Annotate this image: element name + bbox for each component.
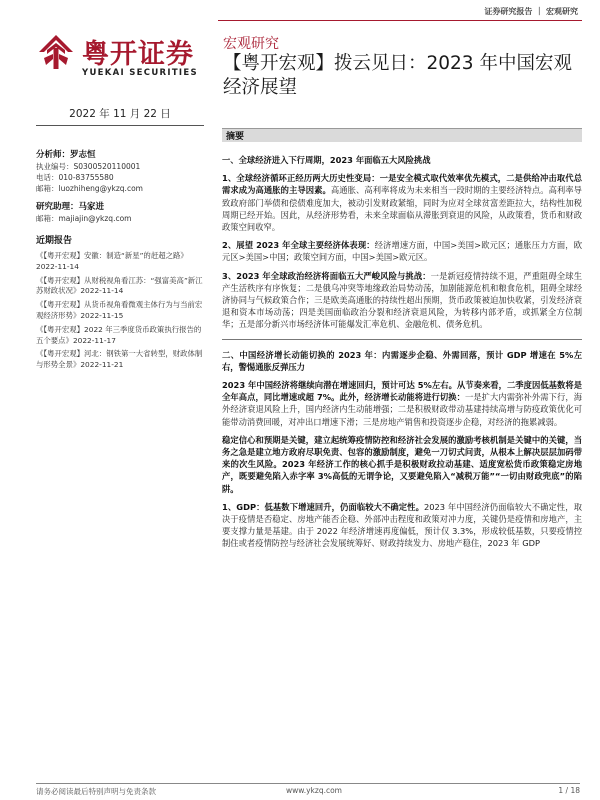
recent-reports-title: 近期报告	[36, 236, 73, 246]
header-rule	[218, 20, 582, 21]
analyst-email: 邮箱：luozhiheng@ykzq.com	[36, 184, 143, 193]
assistant-name: 研究助理：马家进	[36, 202, 105, 212]
recent-report-item[interactable]: 《【粤开宏观】从财税视角看江苏：“强富美高”新江苏财政状况》2022-11-14	[36, 275, 203, 296]
recent-report-item[interactable]: 《【粤开宏观】安徽：制造“新星”的赶超之路》2022-11-14	[36, 251, 188, 271]
logo-text-cn: 粤开证券	[82, 39, 194, 70]
paragraph-2: 2、展望 2023 年全球主要经济体表现：经济增速方面，中国>美国>欧元区；通胀压力方面，欧元区>美国>中国；政策空间方面，中国>美国>欧元区。	[222, 240, 582, 263]
paragraph-6: 1、GDP：低基数下增速回升，仍面临较大不确定性。2023 年中国经济仍面临较大不确定性，取决于疫情是否稳定、房地产能否企稳、外部冲击程度和政策对冲力度，关键仍是疫情和房地产，主要支撑力量是基建。由于 2022 年经济增速再度偏低，预计仅 3.3%，形成较低基数，只要疫情控制住或者疫情防控与经济社会发展统筹好、财政持续发力、房地产稳住，2023 年 GDP	[222, 501, 582, 549]
paragraph-3: 3、2023 年全球政治经济将面临五大严峻风险与挑战：一是新冠疫情持续不退，严重阻碍全球生产生活秩序有序恢复；二是俄乌冲突等地缘政治局势动荡，加剧能源危机和粮食危机，阻碍全球经济协同与气候政策合作；三是欧美高通胀的持续性超出预期，货币政策被迫加快收紧，引发经济衰退和资本市场动荡；四是美国面临政治分裂和经济衰退风险，为转移内部矛盾，或抓紧全方位制华；五是部分新兴市场经济体可能爆发汇率危机、金融危机、债务危机。	[222, 270, 582, 330]
recent-report-item[interactable]: 《【粤开宏观】2022 年三季度货币政策执行报告的五个要点》2022-11-17	[36, 324, 202, 345]
page-footer	[36, 786, 580, 798]
report-date: 2022 年 11 月 22 日	[69, 108, 171, 120]
section-1-title: 一、全球经济进入下行周期，2023 年面临五大风险挑战	[222, 155, 431, 165]
date-rule	[36, 125, 204, 126]
analyst-phone: 电话：010-83755580	[36, 173, 114, 182]
analyst-license: 执业编号：S0300520110001	[36, 162, 141, 171]
section-divider	[222, 339, 582, 340]
company-logo	[36, 30, 211, 86]
abstract-bar	[222, 128, 582, 142]
footer-rule	[36, 783, 580, 784]
paragraph-5: 稳定信心和预期是关键，建立起统筹疫情防控和经济社会发展的激励考核机制是关键中的关键，当务之急是建立地方政府尽职免责、包容的激励制度，避免一刀切式问责，从根本上解决层层加码带来的次生风险。2023 年经济工作的核心抓手是积极财政拉动基建、适度宽松货币政策稳定房地产，既要避免陷入赤字率 3%高低的无谓争论，又要避免陷入“减税万能”“一切由财政兜底”的陷阱。	[222, 434, 582, 494]
report-category: 宏观研究	[223, 36, 279, 52]
recent-report-item[interactable]: 《【粤开宏观】河北：钢铁第一大省转型，财政体制与形势全景》2022-11-21	[36, 349, 203, 370]
section-2-title: 二、中国经济增长动能切换的 2023 年：内需逐步企稳、外需回落，预计 GDP 增速在 5%左右，警惕通胀反弹压力	[222, 349, 582, 372]
date-block	[36, 107, 204, 124]
logo-text-en: YUEKAI SECURITIES	[82, 68, 198, 78]
header-tag: 证券研究报告 ｜ 宏观研究	[484, 7, 578, 16]
yuekai-logo-icon	[36, 32, 76, 72]
report-title: 【粤开宏观】拨云见日：2023 年中国宏观经济展望	[223, 53, 572, 98]
left-sidebar	[36, 150, 204, 374]
recent-report-item[interactable]: 《【粤开宏观】从货币视角看微观主体行为与当前宏观经济形势》2022-11-15	[36, 300, 203, 320]
paragraph-1: 1、全球经济循环正经历两大历史性变局：一是安全模式取代效率优先模式，二是供给冲击取代总需求成为高通胀的主导因素。高通胀、高利率将成为未来相当一段时期的主要经济特点。高利率导致政府部门举债和偿债难度加大，被动引发财政紧缩，同时为应对全球贫富差距拉大，结构性加税周期已经开始。因此，从经济形势看，未来全球面临从滞胀到衰退的风险，从政策看，货币和财政政策空间收窄。	[222, 173, 582, 233]
footer-website[interactable]: www.ykzq.com	[286, 786, 342, 795]
paragraph-4: 2023 年中国经济将继续向潜在增速回归，预计可达 5%左右。从节奏来看，二季度因低基数将是全年高点，同比增速或超 7%。此外，经济增长动能将进行切换：一是扩大内需弥补外需下行，海外经济衰退风险上升，国内经济内生动能增强；二是积极财政带动基建持续高增与防疫政策优化可能带动消费回暖，对冲出口增速下滑；三是房地产销售和投资逐步企稳，对经济的拖累减弱。	[222, 380, 582, 427]
footer-page-number: 1 / 18	[558, 786, 580, 795]
abstract-label: 摘要	[226, 132, 245, 142]
main-content	[222, 154, 582, 556]
analyst-name: 分析师：罗志恒	[36, 150, 96, 160]
footer-disclaimer: 请务必阅读最后特别声明与免责条款	[36, 787, 156, 796]
assistant-email: 邮箱：majiajin@ykzq.com	[36, 214, 132, 223]
